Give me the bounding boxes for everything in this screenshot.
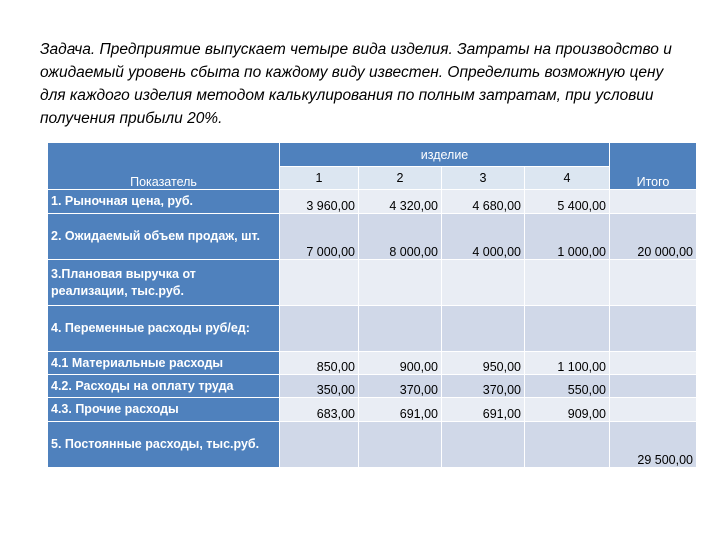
total-cell	[610, 375, 697, 398]
value-cell	[442, 260, 525, 306]
value-cell: 1 100,00	[525, 352, 610, 375]
table-row	[48, 352, 697, 375]
total-cell: 29 500,00	[610, 422, 697, 468]
header-product-group: изделие	[280, 143, 610, 167]
value-cell: 8 000,00	[359, 214, 442, 260]
value-cell	[442, 422, 525, 468]
value-cell: 900,00	[359, 352, 442, 375]
total-cell	[610, 190, 697, 214]
value-cell: 4 000,00	[442, 214, 525, 260]
table-row	[48, 306, 697, 352]
value-cell: 350,00	[280, 375, 359, 398]
value-cell	[442, 306, 525, 352]
table-row	[48, 398, 697, 422]
table-row	[48, 260, 697, 306]
row-label: 2. Ожидаемый объем продаж, шт.	[48, 214, 280, 260]
row-label: 5. Постоянные расходы, тыс.руб.	[48, 422, 280, 468]
table-row	[48, 214, 697, 260]
header-product-2: 2	[359, 167, 442, 190]
value-cell	[280, 306, 359, 352]
total-cell	[610, 352, 697, 375]
total-cell	[610, 398, 697, 422]
header-product-4: 4	[525, 167, 610, 190]
value-cell: 550,00	[525, 375, 610, 398]
row-label: 4. Переменные расходы руб/ед:	[48, 306, 280, 352]
total-cell	[610, 260, 697, 306]
header-indicator: Показатель	[48, 143, 280, 190]
task-description: Задача. Предприятие выпускает четыре вида изделия. Затраты на производство и ожидаемый уровень сбыта по каждому виду известен. Определить возможную цену для каждого изделия методом калькулирования по полным затратам, при условии получения прибыли 20%.	[40, 41, 672, 127]
value-cell	[280, 422, 359, 468]
row-label: 3.Плановая выручка от реализации, тыс.руб.	[48, 260, 280, 306]
row-label: 1. Рыночная цена, руб.	[48, 190, 280, 214]
value-cell	[359, 422, 442, 468]
value-cell: 370,00	[359, 375, 442, 398]
value-cell: 5 400,00	[525, 190, 610, 214]
value-cell	[359, 260, 442, 306]
row-label: 4.1 Материальные расходы	[48, 352, 280, 375]
cost-table	[47, 142, 697, 468]
value-cell: 950,00	[442, 352, 525, 375]
value-cell: 7 000,00	[280, 214, 359, 260]
value-cell: 4 320,00	[359, 190, 442, 214]
value-cell	[525, 260, 610, 306]
value-cell: 370,00	[442, 375, 525, 398]
table-row	[48, 190, 697, 214]
header-total: Итого	[610, 143, 697, 190]
value-cell	[525, 306, 610, 352]
total-cell: 20 000,00	[610, 214, 697, 260]
row-label: 4.2. Расходы на оплату труда	[48, 375, 280, 398]
value-cell: 683,00	[280, 398, 359, 422]
value-cell: 4 680,00	[442, 190, 525, 214]
header-product-3: 3	[442, 167, 525, 190]
value-cell: 691,00	[359, 398, 442, 422]
value-cell	[359, 306, 442, 352]
table-row	[48, 375, 697, 398]
table-row	[48, 422, 697, 468]
header-product-1: 1	[280, 167, 359, 190]
value-cell	[280, 260, 359, 306]
value-cell: 3 960,00	[280, 190, 359, 214]
value-cell: 850,00	[280, 352, 359, 375]
row-label: 4.3. Прочие расходы	[48, 398, 280, 422]
value-cell: 909,00	[525, 398, 610, 422]
value-cell: 691,00	[442, 398, 525, 422]
value-cell	[525, 422, 610, 468]
total-cell	[610, 306, 697, 352]
value-cell: 1 000,00	[525, 214, 610, 260]
